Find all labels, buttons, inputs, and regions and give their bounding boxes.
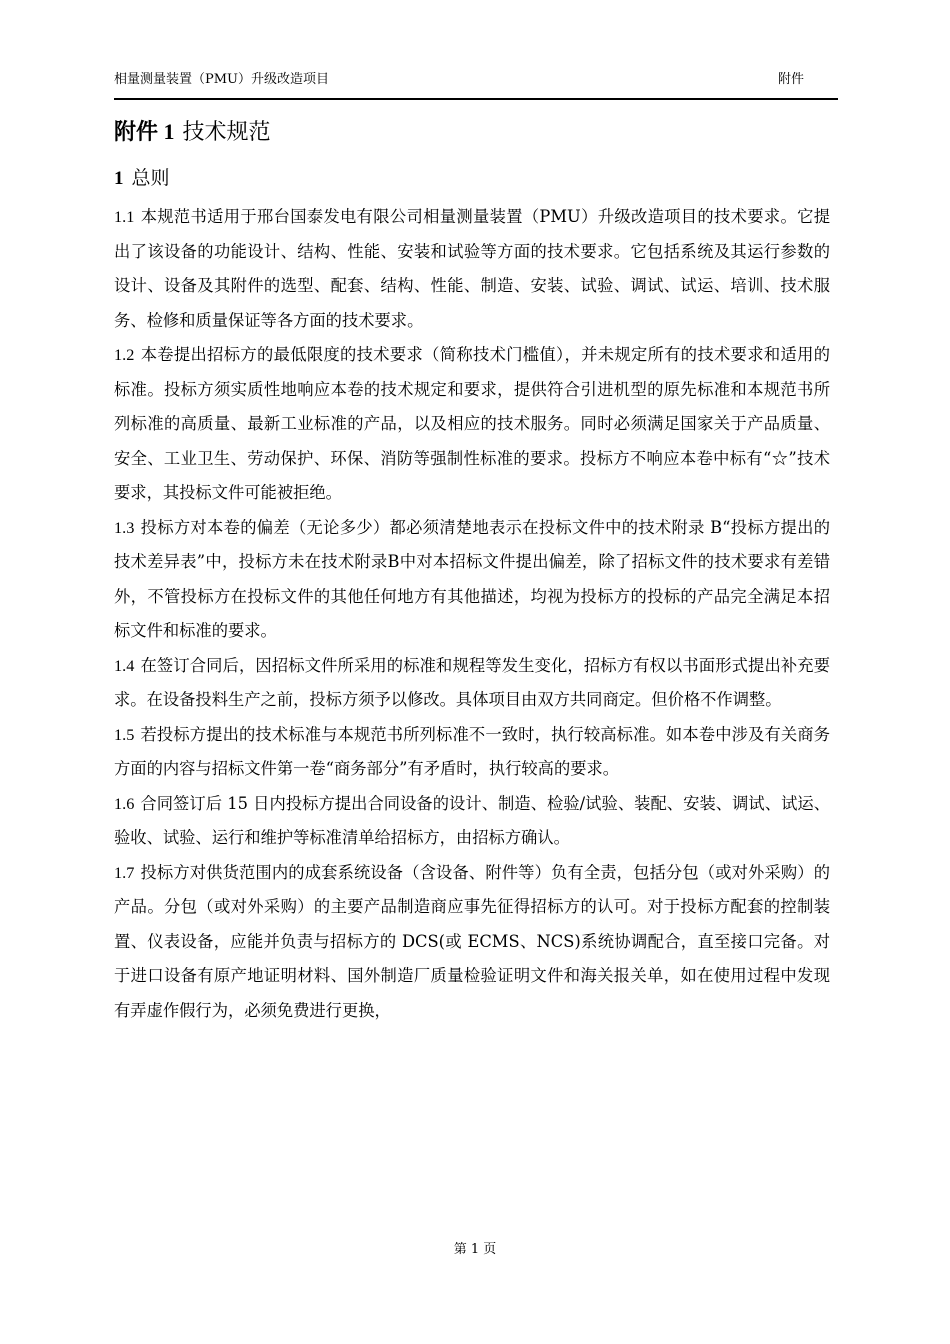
clause-1-3 [114,511,830,649]
header-section-label: 附件 [777,72,804,87]
clause-1-2 [114,338,830,511]
attachment-title [114,114,830,151]
section-heading-text: 总则 [131,167,170,189]
clause-1-4 [114,649,830,718]
clause-number: 1.1 [114,207,135,226]
clause-text: 本规范书适用于邢台国泰发电有限公司相量测量装置（PMU）升级改造项目的技术要求。它提出了该设备的功能设计、结构、性能、安装和试验等方面的技术要求。它包括系统及其运行参数的设计、设备及其附件的选型、配套、结构、性能、制造、安装、试验、调试、试运、培训、技术服务、检修和质量保证等各方面的技术要求。 [114,207,830,330]
clause-1-1 [114,200,830,338]
clause-number: 1.4 [114,655,135,675]
clause-text: 若投标方提出的技术标准与本规范书所列标准不一致时，执行较高标准。如本卷中涉及有关商务方面的内容与招标文件第一卷“商务部分”有矛盾时，执行较高的要求。 [114,724,830,778]
header-project-title: 相量测量装置（PMU）升级改造项目 [114,72,330,87]
clause-number: 1.6 [114,793,135,813]
clause-1-5 [114,718,830,787]
clause-1-7 [114,856,830,1029]
clause-text: 合同签订后 15 日内投标方提出合同设备的设计、制造、检验/试验、装配、安装、调试、试运、验收、试验、运行和维护等标准清单给招标方，由招标方确认。 [114,793,830,847]
attachment-number: 附件 1 [114,119,175,144]
clause-number: 1.7 [114,862,135,882]
page-header [114,70,838,100]
document-body [114,114,830,1028]
clause-number: 1.5 [114,724,135,744]
clause-number: 1.2 [114,345,135,364]
section-heading [114,163,830,194]
clause-text: 投标方对供货范围内的成套系统设备（含设备、附件等）负有全责，包括分包（或对外采购）的产品。分包（或对外采购）的主要产品制造商应事先征得招标方的认可。对于投标方配套的控制装置、仪表设备，应能并负责与招标方的 DCS(或 ECMS、NCS)系统协调配合，直至接口完备。对于进口设备有原产地证明材料、国外制造厂质量检验证明文件和海关报关单，如在使用过程中发现有弄虚作假行为，必须免费进行更换， [114,862,830,1020]
attachment-title-text: 技术规范 [182,120,271,145]
clause-text: 在签订合同后，因招标文件所采用的标准和规程等发生变化，招标方有权以书面形式提出补充要求。在设备投料生产之前，投标方须予以修改。具体项目由双方共同商定。但价格不作调整。 [114,655,830,709]
clause-text: 投标方对本卷的偏差（无论多少）都必须清楚地表示在投标文件中的技术附录 B“投标方提出的技术差异表”中，投标方未在技术附录B中对本招标文件提出偏差，除了招标文件的技术要求有差错外，不管投标方在投标文件的其他任何地方有其他描述，均视为投标方的投标的产品完全满足本招标文件和标准的要求。 [114,517,830,640]
clause-text: 本卷提出招标方的最低限度的技术要求（简称技术门槛值），并未规定所有的技术要求和适用的标准。投标方须实质性地响应本卷的技术规定和要求，提供符合引进机型的原先标准和本规范书所列标准的高质量、最新工业标准的产品，以及相应的技术服务。同时必须满足国家关于产品质量、安全、工业卫生、劳动保护、环保、消防等强制性标准的要求。投标方不响应本卷中标有“☆”技术要求，其投标文件可能被拒绝。 [114,345,830,502]
clause-1-6 [114,787,830,856]
section-number: 1 [114,168,124,189]
clause-number: 1.3 [114,517,135,537]
page-number: 第 1 页 [453,1242,497,1257]
